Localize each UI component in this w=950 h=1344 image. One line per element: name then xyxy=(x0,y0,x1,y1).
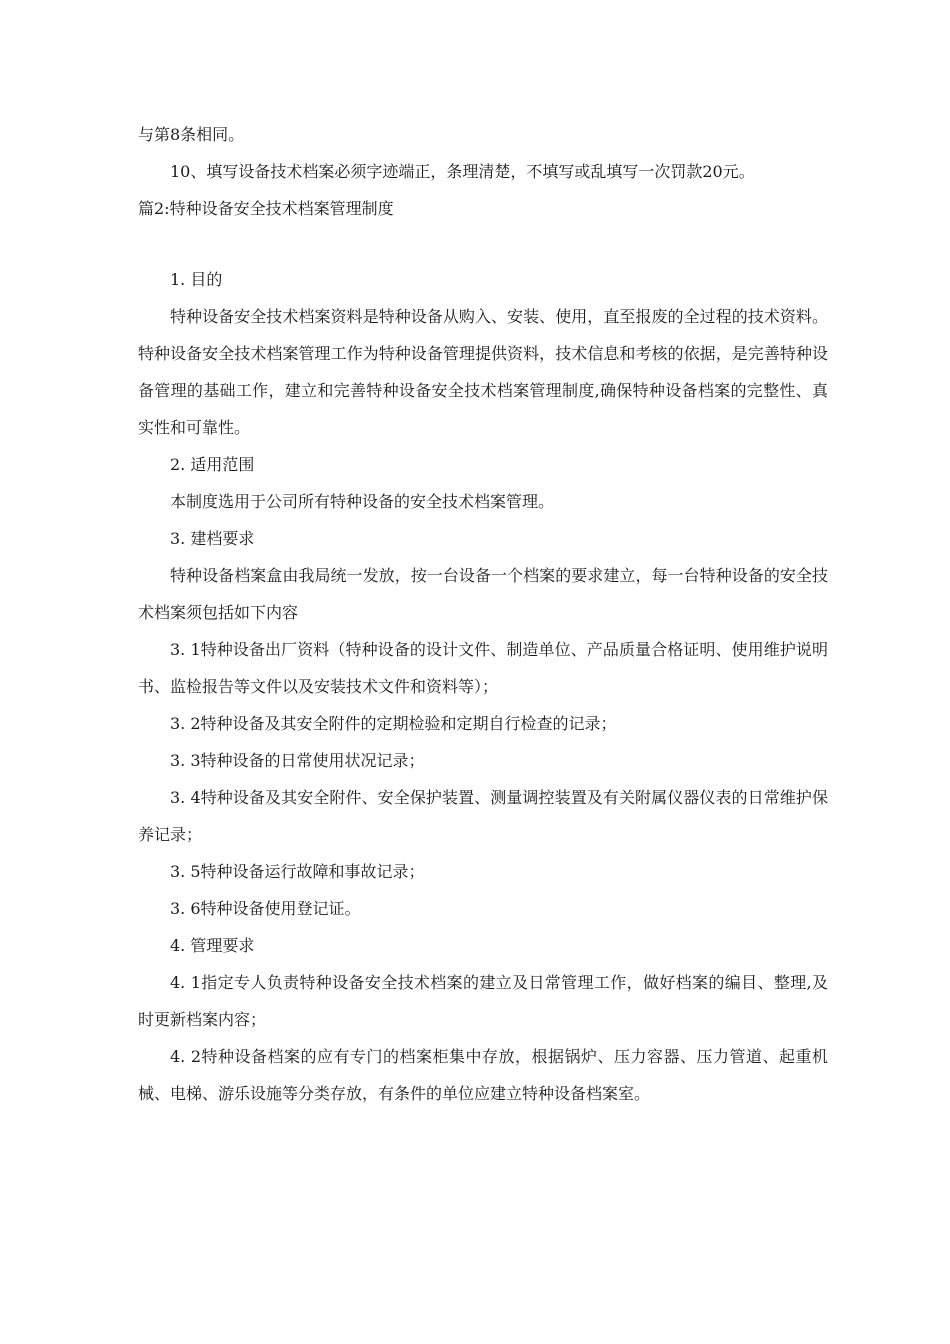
heading-purpose: 1. 目的 xyxy=(170,270,223,289)
paragraph-3-6: 3. 6特种设备使用登记证。 xyxy=(170,899,361,918)
paragraph-4-2: 4. 2特种设备档案的应有专门的档案柜集中存放，根据锅炉、压力容器、压力管道、起重机械、电梯、游乐设施等分类存放，有条件的单位应建立特种设备档案室。 xyxy=(138,1047,828,1103)
heading-scope: 2. 适用范围 xyxy=(170,455,255,474)
paragraph-item-10: 10、填写设备技术档案必须字迹端正，条理清楚，不填写或乱填写一次罚款20元。 xyxy=(170,162,755,181)
paragraph-3-4: 3. 4特种设备及其安全附件、安全保护装置、测量调控装置及有关附属仪器仪表的日常维护保养记录； xyxy=(138,788,828,844)
paragraph-filing-requirements: 特种设备档案盒由我局统一发放，按一台设备一个档案的要求建立，每一台特种设备的安全技术档案须包括如下内容 xyxy=(138,566,828,622)
heading-filing-requirements: 3. 建档要求 xyxy=(170,529,255,548)
paragraph-3-3: 3. 3特种设备的日常使用状况记录； xyxy=(170,751,425,770)
paragraph-3-1: 3. 1特种设备出厂资料（特种设备的设计文件、制造单位、产品质量合格证明、使用维护说明书、监检报告等文件以及安装技术文件和资料等）； xyxy=(138,640,828,696)
paragraph-3-5: 3. 5特种设备运行故障和事故记录； xyxy=(170,862,425,881)
heading-management-requirements: 4. 管理要求 xyxy=(170,936,255,955)
spacer xyxy=(138,227,828,261)
document-body xyxy=(138,116,828,1112)
paragraph-continuation: 与第8条相同。 xyxy=(138,125,245,144)
paragraph-3-2: 3. 2特种设备及其安全附件的定期检验和定期自行检查的记录； xyxy=(170,714,617,733)
paragraph-purpose: 特种设备安全技术档案资料是特种设备从购入、安装、使用，直至报废的全过程的技术资料。特种设备安全技术档案管理工作为特种设备管理提供资料，技术信息和考核的依据，是完善特种设备管理的基础工作，建立和完善特种设备安全技术档案管理制度,确保特种设备档案的完整性、真实性和可靠性。 xyxy=(138,307,828,437)
paragraph-4-1: 4. 1指定专人负责特种设备安全技术档案的建立及日常管理工作，做好档案的编目、整理,及时更新档案内容； xyxy=(138,973,828,1029)
paragraph-scope: 本制度选用于公司所有特种设备的安全技术档案管理。 xyxy=(170,492,555,511)
section-heading: 篇2:特种设备安全技术档案管理制度 xyxy=(138,199,394,218)
